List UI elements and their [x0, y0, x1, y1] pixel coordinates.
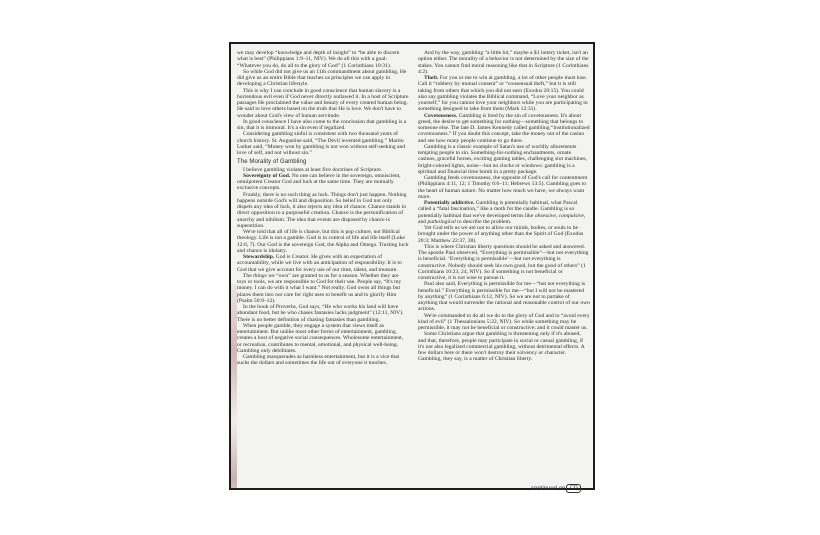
credit-text: continued on [531, 485, 566, 492]
magazine-page [229, 42, 595, 490]
paragraph: Some Christians argue that gambling is threatening only if it's abused, and that, therefore, people may participate in social or casual gambling, if it's not also legalized commercial gambling, without detrimental effects. A few dollars here or there won't destroy their solvency or character. Gambling, they say, is a matter of Christian liberty. [418, 331, 585, 363]
paragraph-text: For you or me to win at gambling, a lot of other people must lose. Call it “robbery by mutual consent” or “consensual theft,” but it is still taking from others that which you did not earn (Exodus 20:15). You could also say gambling violates the Biblical command, “Love your neighbor as yourself,” for you cannot love your neighbors while you are participating in something designed to take from them (Mark 12:31). [418, 75, 588, 113]
paragraph-text: No one can believe in the sovereign, omniscient, omnipotent Creator God and luck at the same time. They are mutually exclusive concepts. [237, 172, 401, 192]
paragraph: Considering gambling sinful is consistent with two thousand years of church history. St. Augustine said, “The Devil invented gambling.” Martin Luther said, “Money won by gambling is not won without self-seeking and love of self, and not without sin.” [237, 131, 406, 156]
paragraph-text: to describe the problem. [455, 218, 512, 225]
paragraph [418, 113, 590, 144]
emphasis: obsessive, compulsive, [534, 212, 586, 219]
paragraph: And by the way, gambling “a little bit,” maybe a $1 lottery ticket, isn't an option either. The morality of a behavior is not determined by the size of the stakes. You cannot find moral reasoning like that in Scripture (1 Corinthians 4:2). [418, 50, 589, 75]
lead-in: Stewardship. [243, 254, 275, 260]
left-column [237, 50, 409, 367]
paragraph: Frankly, there is no such thing as luck. Things don't just happen. Nothing happens outside God's will and disposition. So belief in God not only dispels any idea of luck, it also rejects any idea of chance. Chance stands in direct opposition to a purposeful creation. Chance is the personification of anarchy and nihilism. The idea that events are disposed by chance is superstition. [237, 191, 407, 229]
paragraph: We're commanded to do all we do to the glory of God and to “avoid every kind of evil” (1 Thessalonians 5:22, NIV). So while something may be permissible, it may not be beneficial or constructive; and it could master us. [418, 312, 590, 331]
lead-in: Covetousness. [424, 112, 458, 119]
paragraph: When people gamble, they engage a system that views itself as entertainment. But unlike most other forms of entertainment, gambling creates a host of negative social consequences. Wholesome entertainment, or recreation, contributes to mental, emotional, and physical well-being. Gambling only debilitates. [237, 322, 404, 354]
paragraph-text: we “own” are granted to us for a season. Whether they are toys or tools, we are responsible to God for their use. People say, “It's my money. I can do with it what I want.” Not really. God owns all things but places them into our care for right uses to benefit us and to glorify Him (Psalm 50:9–12). [237, 272, 402, 304]
paragraph-text: The [243, 272, 254, 279]
paragraph: This is where Christian liberty questions should be asked and answered. The apostle Paul observed, “Everything is permissible”—but not everything is beneficial. ‘Everything is permissible’—but not everything is constructive. Nobody should seek his own good, but the good of others” (1 Corinthians 10:23, 24, NIV). So if something is not beneficial or constructive, it is not wise to pursue it. [418, 243, 589, 281]
paragraph [418, 75, 590, 113]
publisher-logo-icon: CO [566, 484, 581, 493]
paragraph: In good conscience I have also come to the conclusion that gambling is a sin, that it is immoral. It's a sin even if legalized. [237, 118, 407, 131]
paragraph: Gambling is a classic example of Satan's use of worldly allurements tempting people to sin. Something-for-nothing enchantments, ornate casinos, graceful horses, exciting gaming tables, challenging slot machines, bright-colored lights, noise—but no clocks or windows: gambling is a spiritual and financial time bomb in a pretty package. [418, 143, 588, 175]
section-heading: The Morality of Gambling [237, 159, 307, 166]
right-column [418, 50, 590, 363]
paragraph: Yet God tells us we are not to allow our minds, bodies, or souls to be brought under the power of anything other than the Spirit of God (Exodus 20:3; Matthew 22:37, 38). [418, 225, 584, 244]
paragraph [237, 273, 409, 304]
paragraph-text: God is Creator. He gives with an expectation of accountability, while we live with an anticipation of responsibility. It is to God that we give account for every use of our time, talent, and treasure. [237, 254, 402, 273]
paragraph: So while God did not give us an 11th commandment about gambling, He did give us an entire Bible that teaches us principles we can apply in developing a Christian lifestyle. [237, 68, 407, 88]
paragraph [237, 173, 409, 192]
paragraph: Gambling feeds covetousness, the opposite of God's call for contentment (Philippians 4:11, 12; 1 Timothy 6:6–11; Hebrews 13:5). Gambling goes to the heart of human nature. No matter how much we have, we always want more. [418, 175, 588, 200]
paragraph: Gambling masquerades as harmless entertainment, but it is a vice that sucks the dollars and sometimes the life out of everyone it touches. [237, 354, 400, 367]
paragraph: I believe gambling violates at least five doctrines of Scripture. [243, 166, 383, 173]
emphasis: pathological [427, 218, 456, 225]
paragraph-text: Gambling is potentially habitual, what Pascal called a “fatal fascination,” like a moth for the candle. Gambling is so potentially habitual that we've developed terms like [418, 200, 578, 219]
paragraph: In the book of Proverbs, God says, “He who works his land will have abundant food, but he who chases fantasies lacks judgment” (12:11, NIV). There is no better definition of chasing fantasies than gambling. [237, 304, 404, 323]
paragraph: We're told that all of life is chance, but this is pop culture, not Biblical theology. Life is not a gamble. God is in control of life and life itself (Luke 12:6, 7). Our God is the sovereign God, the Alpha and Omega. Trusting luck and chance is idolatry. [237, 229, 409, 254]
paragraph: we may develop “knowledge and depth of insight” to “be able to discern what is best” (Philippians 1:9–11, NIV). We do all this with a goal: “Whatever you do, do all to the glory of God” (1 Corinthians 10:31). [237, 50, 400, 69]
page-credit [531, 484, 581, 493]
paragraph-text: and [418, 218, 428, 225]
paragraph: This is why I can conclude in good conscience that human slavery is a horrendous evil even if God never directly outlawed it. In a host of Scripture passages He proclaimed the value and beauty of every created human being. He said to love others based on the truth that He is love. We don't have to wonder about God's view of human servitude. [237, 87, 409, 119]
paragraph [237, 254, 409, 273]
lead-in: Theft. [424, 75, 439, 81]
lead-in: Sovereignty of God. [243, 172, 291, 179]
paragraph: Paul also said, Everything is permissible for me—“but not everything is beneficial.” Everything is permissible for me—“but I will not be mastered by anything” (1 Corinthians 6:12, NIV). So we are not to partake of anything that would surrender the rational and reasonable control of our own actions. [418, 281, 590, 313]
emphasis: things [253, 272, 267, 279]
paragraph [418, 200, 590, 225]
lead-in: Potentially addictive. [424, 200, 475, 206]
paragraph-text: Gambling is bred by the sin of covetousness. It's about greed, the desire to get something for nothing—something that belongs to someone else. The late D. James Kennedy called gambling “institutionalized covetousness.” If you doubt this concept, take the money out of the casino and see how many people continue to go there. [418, 112, 590, 144]
